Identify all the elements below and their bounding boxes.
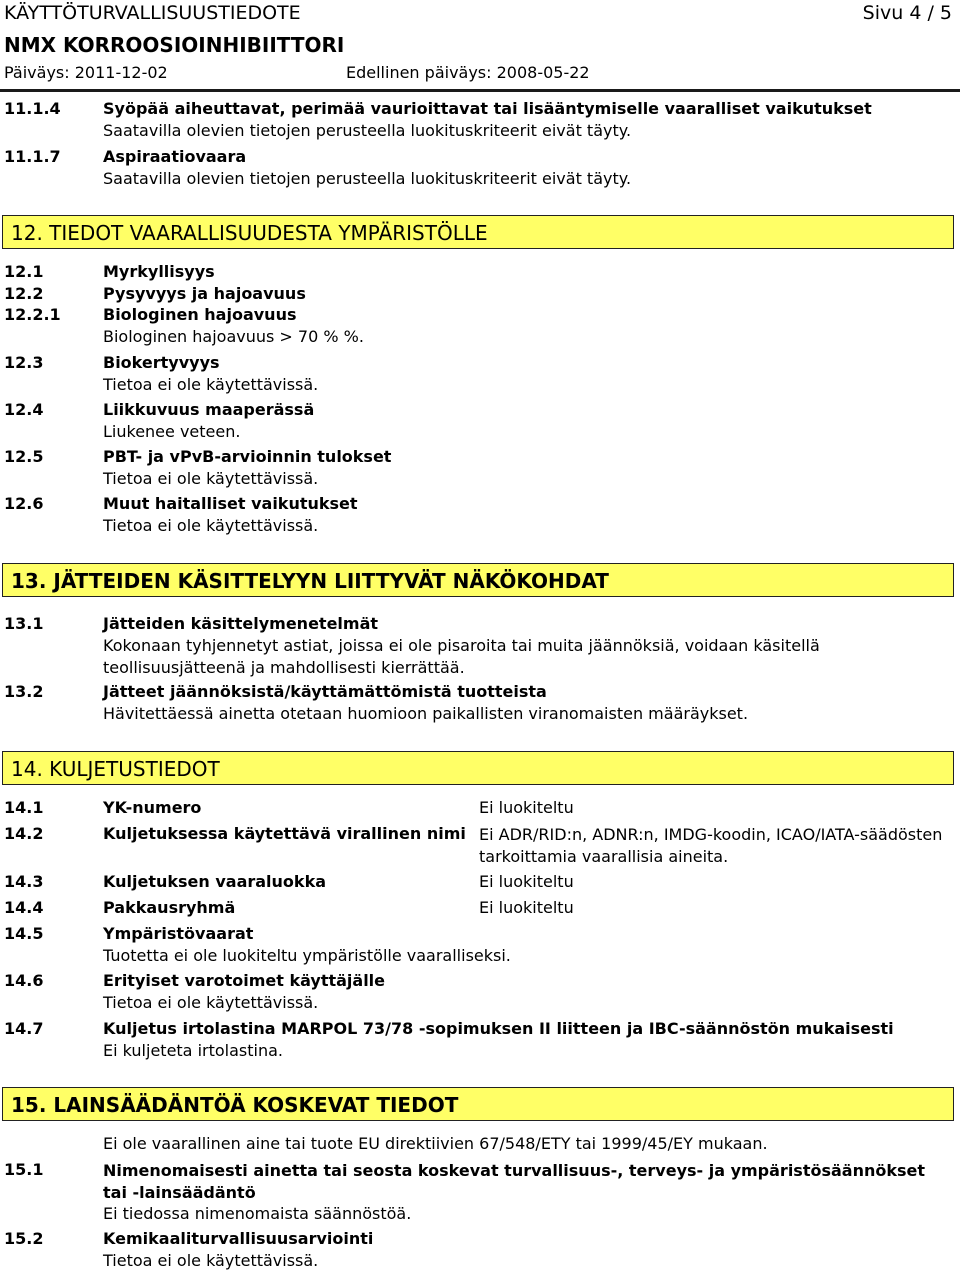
section-text: Ei kuljeteta irtolastina.	[103, 1041, 283, 1060]
section-value: Ei ADR/RID:n, ADNR:n, IMDG-koodin, ICAO/IATA-säädösten tarkoittamia vaarallisia aineita.	[479, 825, 943, 866]
section-title: Kuljetus irtolastina MARPOL 73/78 -sopimuksen II liitteen ja IBC-säännöstön mukaisesti	[103, 1019, 894, 1038]
section-12-heading	[2, 215, 954, 249]
section-number: 14.2	[4, 824, 44, 843]
section-title: Pysyvyys ja hajoavuus	[103, 284, 306, 303]
section-text: Ei tiedossa nimenomaista säännöstöä.	[103, 1204, 412, 1223]
section-text: Hävitettäessä ainetta otetaan huomioon paikallisten viranomaisten määräykset.	[103, 704, 749, 723]
section-number: 11.1.7	[4, 147, 61, 166]
section-value: Ei luokiteltu	[479, 872, 574, 891]
issue-date: Päiväys: 2011-12-02	[4, 63, 168, 82]
section-title: Aspiraatiovaara	[103, 147, 247, 166]
section-heading-text: 15. LAINSÄÄDÄNTÖÄ KOSKEVAT TIEDOT	[11, 1093, 459, 1117]
section-title: Nimenomaisesti ainetta tai seosta koskevat turvallisuus-, terveys- ja ympäristösäännökset tai -lainsäädäntö	[103, 1161, 926, 1202]
section-number: 13.1	[4, 614, 44, 633]
header-divider	[0, 89, 960, 92]
section-title: Kuljetuksen vaaraluokka	[103, 872, 326, 891]
section-heading-text: 14. KULJETUSTIEDOT	[11, 757, 220, 781]
section-title: Myrkyllisyys	[103, 262, 215, 281]
section-14-heading	[2, 751, 954, 785]
section-value: Ei luokiteltu	[479, 898, 574, 917]
section-title: Syöpää aiheuttavat, perimää vaurioittavat tai lisääntymiselle vaaralliset vaikutukset	[103, 99, 872, 118]
section-text: Tuotetta ei ole luokiteltu ympäristölle vaaralliseksi.	[103, 946, 511, 965]
section-title: PBT- ja vPvB-arvioinnin tulokset	[103, 447, 392, 466]
document-type: KÄYTTÖTURVALLISUUSTIEDOTE	[4, 2, 301, 24]
section-title: Biologinen hajoavuus	[103, 305, 297, 324]
section-text: Saatavilla olevien tietojen perusteella luokituskriteerit eivät täyty.	[103, 121, 632, 140]
section-text: Tietoa ei ole käytettävissä.	[103, 1251, 319, 1270]
section-title: Kuljetuksessa käytettävä virallinen nimi	[103, 824, 466, 843]
section-text: Tietoa ei ole käytettävissä.	[103, 375, 319, 394]
section-number: 14.1	[4, 798, 44, 817]
section-13-heading	[2, 563, 954, 597]
section-text: Kokonaan tyhjennetyt astiat, joissa ei ole pisaroita tai muita jäännöksiä, voidaan käsitellä teollisuusjätteenä ja mahdollisesti kierrättää.	[103, 636, 820, 677]
section-title: Ympäristövaarat	[103, 924, 254, 943]
section-text: Tietoa ei ole käytettävissä.	[103, 469, 319, 488]
section-number: 11.1.4	[4, 99, 61, 118]
section-text: Tietoa ei ole käytettävissä.	[103, 993, 319, 1012]
section-intro: Ei ole vaarallinen aine tai tuote EU direktiivien 67/548/ETY tai 1999/45/EY mukaan.	[103, 1134, 768, 1153]
section-text: Liukenee veteen.	[103, 422, 241, 441]
section-number: 14.7	[4, 1019, 44, 1038]
section-title: YK-numero	[103, 798, 202, 817]
section-title: Liikkuvuus maaperässä	[103, 400, 315, 419]
section-title: Jätteiden käsittelymenetelmät	[103, 614, 379, 633]
section-number: 15.1	[4, 1160, 44, 1179]
section-number: 13.2	[4, 682, 44, 701]
section-title: Kemikaaliturvallisuusarviointi	[103, 1229, 374, 1248]
previous-date: Edellinen päiväys: 2008-05-22	[346, 63, 590, 82]
section-text: Biologinen hajoavuus > 70 % %.	[103, 327, 364, 346]
product-name: NMX KORROOSIOINHIBIITTORI	[4, 33, 345, 57]
section-number: 12.2	[4, 284, 44, 303]
section-title: Pakkausryhmä	[103, 898, 236, 917]
section-title: Muut haitalliset vaikutukset	[103, 494, 358, 513]
section-15-heading	[2, 1087, 954, 1121]
section-value: Ei luokiteltu	[479, 798, 574, 817]
section-number: 15.2	[4, 1229, 44, 1248]
section-title: Erityiset varotoimet käyttäjälle	[103, 971, 386, 990]
section-number: 14.5	[4, 924, 44, 943]
section-title: Biokertyvyys	[103, 353, 220, 372]
section-title: Jätteet jäännöksistä/käyttämättömistä tuotteista	[103, 682, 547, 701]
page-number: Sivu 4 / 5	[862, 2, 952, 24]
section-number: 14.3	[4, 872, 44, 891]
section-number: 12.3	[4, 353, 44, 372]
section-number: 12.5	[4, 447, 44, 466]
section-heading-text: 13. JÄTTEIDEN KÄSITTELYYN LIITTYVÄT NÄKÖKOHDAT	[11, 569, 609, 593]
section-text: Tietoa ei ole käytettävissä.	[103, 516, 319, 535]
section-number: 12.6	[4, 494, 44, 513]
section-number: 12.1	[4, 262, 44, 281]
section-number: 12.2.1	[4, 305, 61, 324]
section-number: 14.6	[4, 971, 44, 990]
section-number: 14.4	[4, 898, 44, 917]
section-number: 12.4	[4, 400, 44, 419]
section-text: Saatavilla olevien tietojen perusteella luokituskriteerit eivät täyty.	[103, 169, 632, 188]
section-heading-text: 12. TIEDOT VAARALLISUUDESTA YMPÄRISTÖLLE	[11, 221, 488, 245]
